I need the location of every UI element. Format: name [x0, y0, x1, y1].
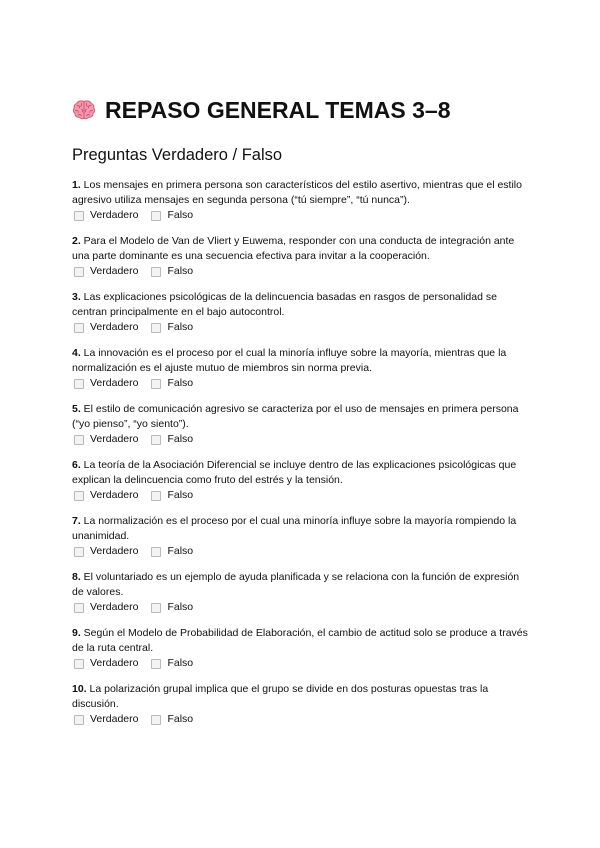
- question-number: 6.: [72, 459, 81, 471]
- checkbox-false[interactable]: [151, 491, 161, 501]
- question-statement: El voluntariado es un ejemplo de ayuda planificada y se relaciona con la función de expresión de valores.: [72, 571, 520, 598]
- answer-options: [72, 264, 530, 279]
- question-statement: Según el Modelo de Probabilidad de Elaboración, el cambio de actitud solo se produce a través de la ruta central.: [72, 627, 528, 654]
- checkbox-false[interactable]: [151, 267, 161, 277]
- option-false-label: Falso: [167, 657, 194, 669]
- checkbox-false[interactable]: [151, 547, 161, 557]
- question-number: 3.: [72, 291, 81, 303]
- option-true[interactable]: [72, 432, 138, 447]
- question-statement: Los mensajes en primera persona son característicos del estilo asertivo, mientras que el estilo agresivo utiliza mensajes en segunda persona (“tú siempre”, “tú nunca”).: [72, 179, 522, 206]
- option-true-label: Verdadero: [90, 433, 139, 445]
- checkbox-true[interactable]: [74, 659, 84, 669]
- answer-options: [72, 712, 530, 727]
- question-text: [72, 290, 530, 320]
- checkbox-false[interactable]: [151, 659, 161, 669]
- question-item: [72, 402, 530, 447]
- option-true-label: Verdadero: [90, 265, 139, 277]
- question-item: [72, 626, 530, 671]
- option-false-label: Falso: [167, 713, 194, 725]
- question-statement: El estilo de comunicación agresivo se caracteriza por el uso de mensajes en primera persona (“yo pienso”, “yo siento”).: [72, 403, 519, 430]
- option-false[interactable]: [149, 208, 193, 223]
- checkbox-true[interactable]: [74, 379, 84, 389]
- option-true-label: Verdadero: [90, 321, 139, 333]
- question-number: 7.: [72, 515, 81, 527]
- option-true[interactable]: [72, 264, 138, 279]
- question-item: [72, 178, 530, 223]
- document-page: [72, 92, 530, 738]
- option-true[interactable]: [72, 712, 138, 727]
- checkbox-false[interactable]: [151, 323, 161, 333]
- option-false-label: Falso: [167, 321, 194, 333]
- checkbox-false[interactable]: [151, 715, 161, 725]
- question-number: 10.: [72, 683, 87, 695]
- page-title-text: REPASO GENERAL TEMAS 3–8: [105, 97, 451, 123]
- question-statement: La teoría de la Asociación Diferencial se incluye dentro de las explicaciones psicológicas que explican la delincuencia como fruto del estrés y la tensión.: [72, 459, 517, 486]
- question-statement: La normalización es el proceso por el cual una minoría influye sobre la mayoría rompiendo la unanimidad.: [72, 515, 517, 542]
- question-statement: La polarización grupal implica que el grupo se divide en dos posturas opuestas tras la discusión.: [72, 683, 489, 710]
- option-true-label: Verdadero: [90, 545, 139, 557]
- question-statement: La innovación es el proceso por el cual la minoría influye sobre la mayoría, mientras que la normalización es el ajuste mutuo de miembros sin norma previa.: [72, 347, 507, 374]
- option-false[interactable]: [149, 432, 193, 447]
- option-false-label: Falso: [167, 545, 194, 557]
- option-false-label: Falso: [167, 265, 194, 277]
- checkbox-true[interactable]: [74, 435, 84, 445]
- checkbox-false[interactable]: [151, 379, 161, 389]
- question-number: 4.: [72, 347, 81, 359]
- option-false[interactable]: [149, 544, 193, 559]
- option-false[interactable]: [149, 600, 193, 615]
- option-true-label: Verdadero: [90, 713, 139, 725]
- question-item: [72, 458, 530, 503]
- option-false[interactable]: [149, 376, 193, 391]
- question-text: [72, 178, 530, 208]
- option-false[interactable]: [149, 320, 193, 335]
- answer-options: [72, 656, 530, 671]
- option-true-label: Verdadero: [90, 377, 139, 389]
- answer-options: [72, 320, 530, 335]
- question-item: [72, 346, 530, 391]
- option-true-label: Verdadero: [90, 489, 139, 501]
- answer-options: [72, 432, 530, 447]
- question-item: [72, 570, 530, 615]
- checkbox-true[interactable]: [74, 715, 84, 725]
- question-item: [72, 234, 530, 279]
- answer-options: [72, 488, 530, 503]
- option-true[interactable]: [72, 208, 138, 223]
- checkbox-true[interactable]: [74, 603, 84, 613]
- option-true-label: Verdadero: [90, 657, 139, 669]
- section-title: Preguntas Verdadero / Falso: [72, 146, 283, 164]
- option-false-label: Falso: [167, 601, 194, 613]
- checkbox-false[interactable]: [151, 603, 161, 613]
- answer-options: [72, 600, 530, 615]
- question-statement: Para el Modelo de Van de Vliert y Euwema, responder con una conducta de integración ante una parte dominante es una secuencia efectiva para invitar a la cooperación.: [72, 235, 515, 262]
- option-true[interactable]: [72, 544, 138, 559]
- checkbox-false[interactable]: [151, 435, 161, 445]
- question-statement: Las explicaciones psicológicas de la delincuencia basadas en rasgos de personalidad se centran principalmente en el bajo autocontrol.: [72, 291, 497, 318]
- option-false[interactable]: [149, 488, 193, 503]
- checkbox-true[interactable]: [74, 547, 84, 557]
- option-false[interactable]: [149, 264, 193, 279]
- checkbox-true[interactable]: [74, 267, 84, 277]
- option-false-label: Falso: [167, 377, 194, 389]
- question-number: 5.: [72, 403, 81, 415]
- option-true[interactable]: [72, 488, 138, 503]
- question-list: [72, 178, 530, 727]
- checkbox-true[interactable]: [74, 323, 84, 333]
- option-true[interactable]: [72, 376, 138, 391]
- option-true[interactable]: [72, 600, 138, 615]
- question-number: 9.: [72, 627, 81, 639]
- option-true[interactable]: [72, 320, 138, 335]
- question-text: [72, 234, 530, 264]
- option-true-label: Verdadero: [90, 209, 139, 221]
- question-item: [72, 290, 530, 335]
- question-text: [72, 346, 530, 376]
- question-item: [72, 514, 530, 559]
- question-number: 8.: [72, 571, 81, 583]
- question-text: [72, 570, 530, 600]
- question-number: 2.: [72, 235, 81, 247]
- checkbox-true[interactable]: [74, 491, 84, 501]
- option-false-label: Falso: [167, 433, 194, 445]
- brain-icon: [72, 98, 96, 122]
- checkbox-false[interactable]: [151, 211, 161, 221]
- question-number: 1.: [72, 179, 81, 191]
- option-true[interactable]: [72, 656, 138, 671]
- answer-options: [72, 208, 530, 223]
- option-false-label: Falso: [167, 489, 194, 501]
- answer-options: [72, 376, 530, 391]
- question-text: [72, 626, 530, 656]
- option-false-label: Falso: [167, 209, 194, 221]
- question-item: [72, 682, 530, 727]
- question-text: [72, 682, 530, 712]
- page-title: [72, 92, 530, 128]
- option-false[interactable]: [149, 712, 193, 727]
- option-true-label: Verdadero: [90, 601, 139, 613]
- question-text: [72, 402, 530, 432]
- option-false[interactable]: [149, 656, 193, 671]
- question-text: [72, 514, 530, 544]
- question-text: [72, 458, 530, 488]
- answer-options: [72, 544, 530, 559]
- checkbox-true[interactable]: [74, 211, 84, 221]
